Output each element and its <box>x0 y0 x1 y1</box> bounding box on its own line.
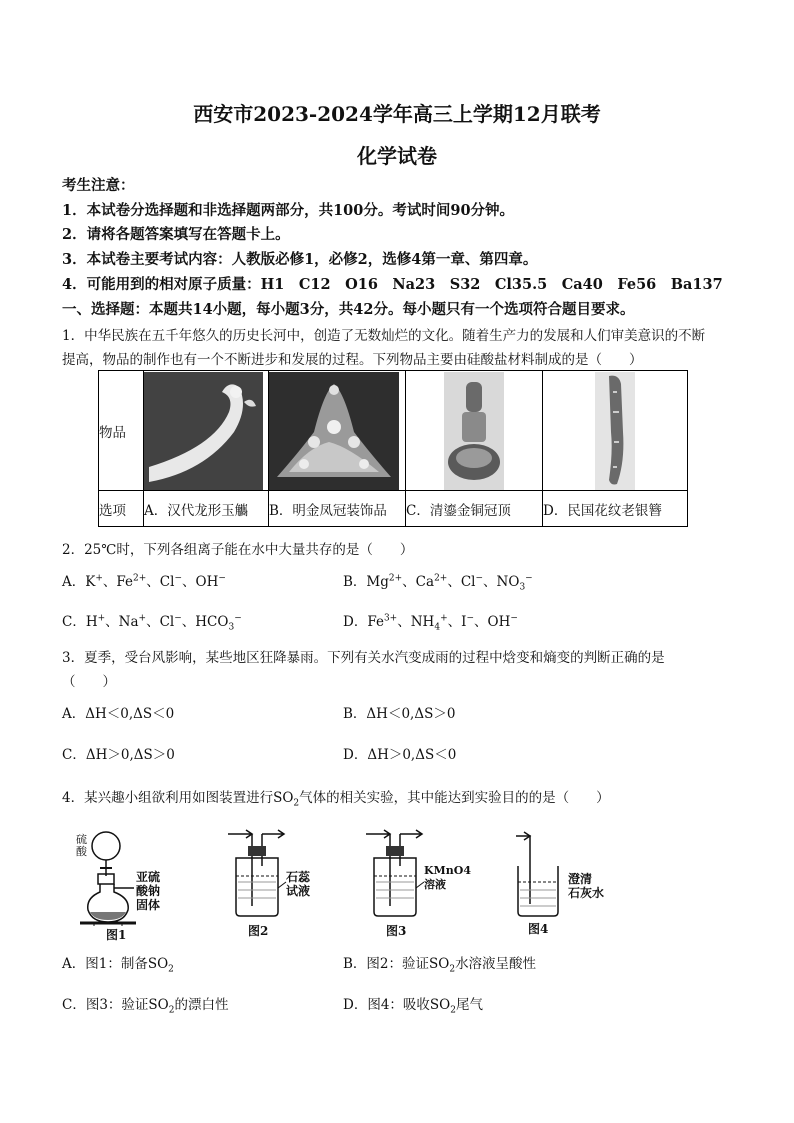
fig2-label: 石蕊 试液 <box>286 870 311 898</box>
note-item: 2．请将各题答案填写在答题卡上。 <box>62 226 290 243</box>
q1-row-label-item: 物品 <box>99 371 144 491</box>
exam-title: 西安市2023-2024学年高三上学期12月联考 <box>193 102 601 126</box>
fig3-caption: 图3 <box>386 924 407 938</box>
fig4-label: 澄清 石灰水 <box>568 872 605 900</box>
fig2-caption: 图2 <box>248 924 269 938</box>
q2-option-d: D．$Fe^{3+}$、$NH_4^+$、I−、OH− <box>343 613 518 633</box>
figure-3 <box>362 826 472 942</box>
fig4-caption: 图4 <box>528 922 549 936</box>
q2-option-b: B．$Mg^{2+}$、$Ca^{2+}$、Cl−、$NO_3^-$ <box>343 573 533 593</box>
note-item: 4．可能用到的相对原子质量：H1 C12 O16 Na23 S32 Cl35.5 Ca40 Fe56 Ba137 <box>62 276 723 293</box>
figure-1 <box>76 826 172 942</box>
q4-option-b: B．图2：验证$SO_2$水溶液呈酸性 <box>343 956 537 975</box>
q1-option-c: C．清鎏金铜冠顶 <box>406 491 543 527</box>
q4-option-d: D．图4：吸收$SO_2$尾气 <box>343 997 483 1016</box>
note-item: 1．本试卷分选择题和非选择题两部分，共100分。考试时间90分钟。 <box>62 202 515 219</box>
section-heading: 一、选择题：本题共14小题，每小题3分，共42分。每小题只有一个选项符合题目要求。 <box>62 301 635 318</box>
q3-option-a: A．ΔH＜0,ΔS＜0 <box>62 706 175 722</box>
q1-items-table <box>98 370 688 527</box>
q2-option-a: A．K+、$Fe^{2+}$、Cl−、OH− <box>62 573 226 590</box>
q1-stem-line1: 1．中华民族在五千年悠久的历史长河中，创造了无数灿烂的文化。随着生产力的发展和人们审美意识的不断 <box>62 328 706 344</box>
q2-option-c: C．H+、Na+、Cl−、$HCO_3^-$ <box>62 613 242 633</box>
fig1-label-solid: 亚硫 酸钠 固体 <box>136 870 161 912</box>
phoenix-crown-image <box>269 372 399 490</box>
fig1-label-acid: 硫酸 <box>76 833 87 858</box>
q3-stem-line1: 3．夏季，受台风影响，某些地区狂降暴雨。下列有关水汽变成雨的过程中焓变和熵变的判断正确的是 <box>62 650 665 666</box>
q1-stem-line2: 提高，物品的制作也有一个不断进步和发展的过程。下列物品主要由硅酸盐材料制成的是（ ） <box>62 352 643 368</box>
notes-label: 考生注意： <box>62 177 135 194</box>
q1-row-label-option: 选项 <box>99 491 144 527</box>
q1-option-a: A．汉代龙形玉觿 <box>144 491 269 527</box>
jade-dragon-image <box>144 372 263 490</box>
q1-option-d: D．民国花纹老银簪 <box>543 491 688 527</box>
q1-option-b: B．明金凤冠装饰品 <box>269 491 406 527</box>
q3-option-b: B．ΔH＜0,ΔS＞0 <box>343 706 456 722</box>
exam-subject: 化学试卷 <box>357 144 437 168</box>
q1-image-c <box>406 371 543 491</box>
fig3-label: KMnO4 溶液 <box>424 864 471 891</box>
q1-image-a <box>144 371 269 491</box>
q4-stem: 4．某兴趣小组欲利用如图装置进行$SO_2$气体的相关实验，其中能达到实验目的的是（ ） <box>62 790 610 809</box>
q1-image-d <box>543 371 688 491</box>
figure-2 <box>224 826 324 942</box>
fig1-caption: 图1 <box>106 928 127 942</box>
q2-stem: 2．25℃时，下列各组离子能在水中大量共存的是（ ） <box>62 542 414 558</box>
gilt-crown-top-image <box>444 372 504 490</box>
note-item: 3．本试卷主要考试内容：人教版必修1，必修2，选修4第一章、第四章。 <box>62 251 538 268</box>
q4-option-a: A．图1：制备$SO_2$ <box>62 956 174 975</box>
fig4-apparatus-image <box>510 826 570 918</box>
silver-hairpin-image <box>595 372 635 490</box>
q3-option-c: C．ΔH＞0,ΔS＞0 <box>62 747 175 763</box>
q4-option-c: C．图3：验证$SO_2$的漂白性 <box>62 997 229 1016</box>
q3-option-d: D．ΔH＞0,ΔS＜0 <box>343 747 457 763</box>
q1-image-b <box>269 371 406 491</box>
figure-4 <box>510 826 620 942</box>
q3-stem-line2: （ ） <box>62 674 116 690</box>
